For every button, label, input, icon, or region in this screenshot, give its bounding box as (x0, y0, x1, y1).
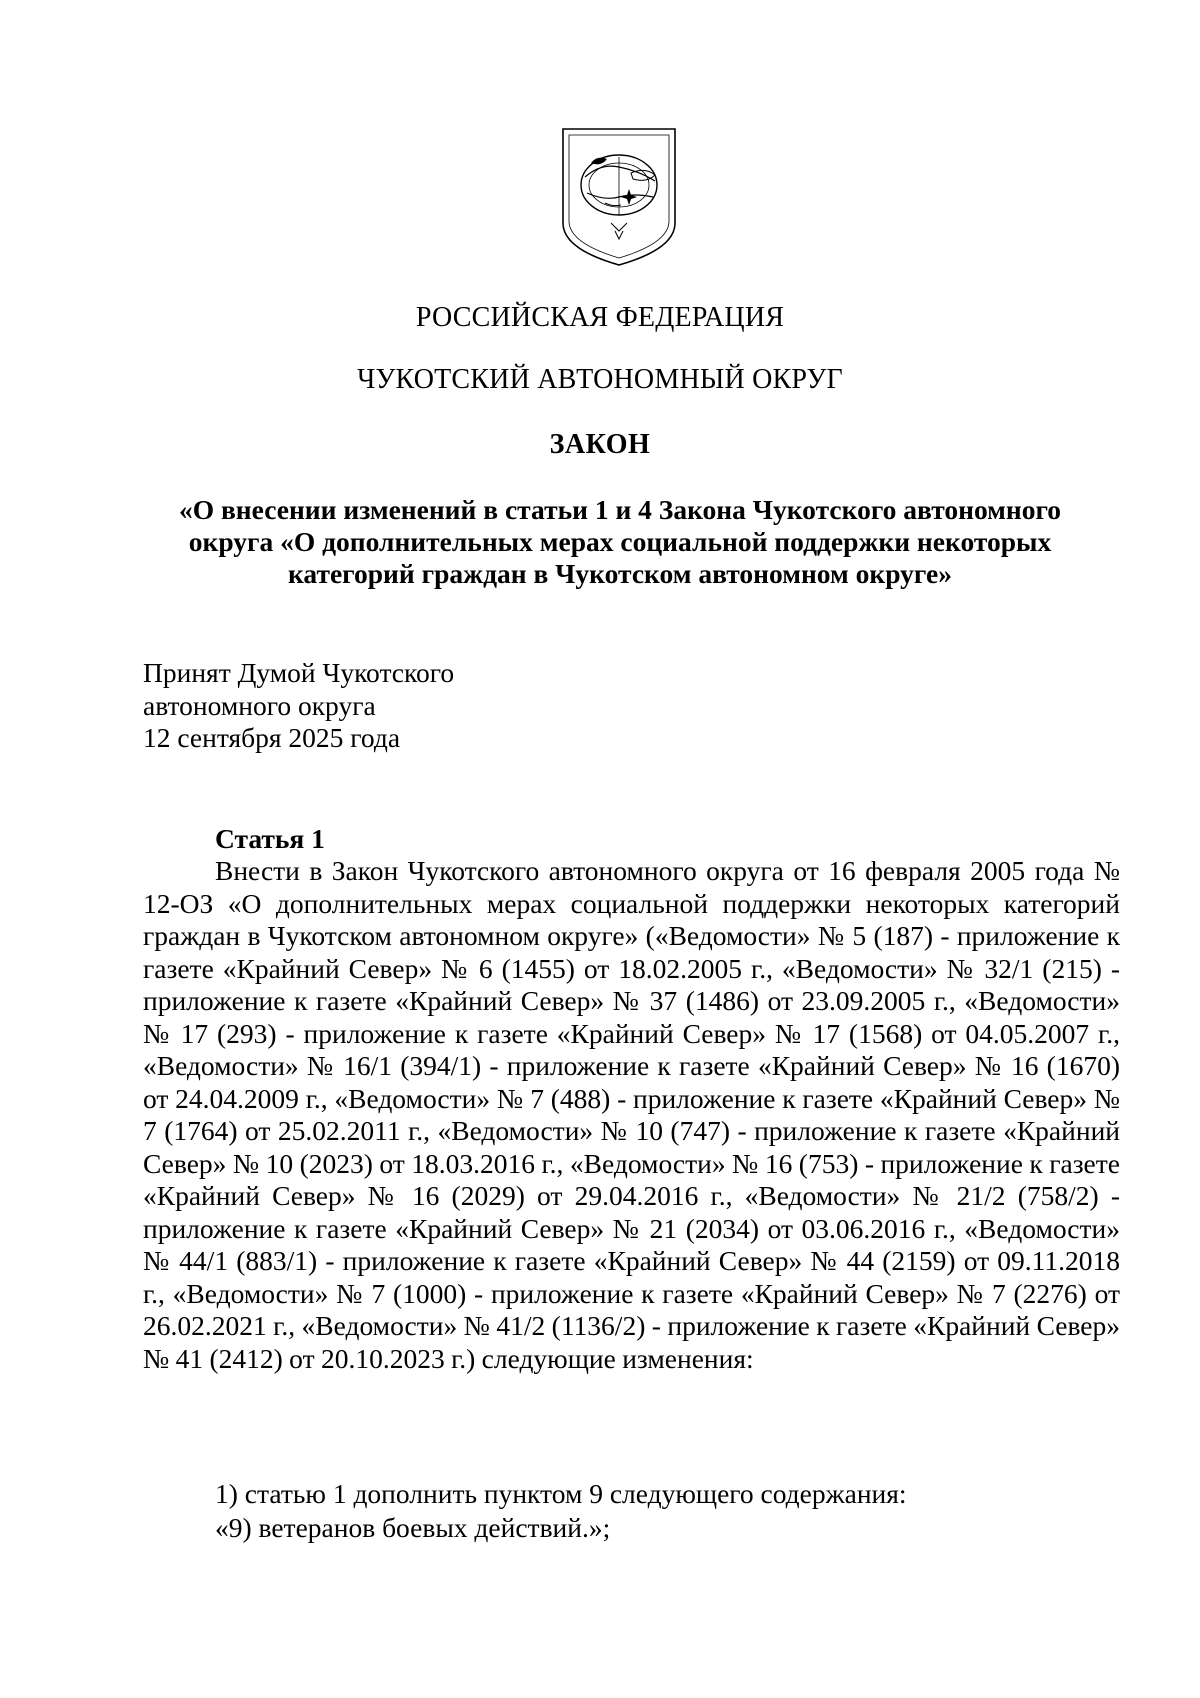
document-type: ЗАКОН (549, 429, 651, 460)
article-1-heading: Статья 1 (215, 823, 325, 854)
adoption-line-1: Принят Думой Чукотского (143, 657, 455, 688)
coat-of-arms-emblem (561, 127, 677, 267)
region-name: ЧУКОТСКИЙ АВТОНОМНЫЙ ОКРУГ (357, 364, 843, 395)
adoption-line-2: автономного округа (143, 689, 376, 721)
article-1-item-1-text: «9) ветеранов боевых действий.»; (215, 1512, 611, 1543)
law-title: «О внесении изменений в статьи 1 и 4 Закона Чукотского автономного округа «О дополнительных мерах социальной поддержки некоторых категорий граждан в Чукотском автономном округе» (178, 494, 1062, 589)
adoption-info (143, 657, 663, 755)
country-name: РОССИЙСКАЯ ФЕДЕРАЦИЯ (415, 302, 785, 333)
adoption-date: 12 сентября 2025 года (143, 722, 401, 753)
coat-of-arms-icon (561, 127, 677, 267)
article-1-item-1: 1) статью 1 дополнить пунктом 9 следующего содержания: (215, 1478, 907, 1509)
article-1-body: Внести в Закон Чукотского автономного округа от 16 февраля 2005 года № 12-ОЗ «О дополнительных мерах социальной поддержки некоторых категорий граждан в Чукотском автономном округе» («Ведомости» № 5 (187) - приложение к газете «Крайний Север» № 6 (1455) от 18.02.2005 г., «Ведомости» № 32/1 (215) - приложение к газете «Крайний Север» № 37 (1486) от 23.09.2005 г., «Ведомости» № 17 (293) - приложение к газете «Крайний Север» № 17 (1568) от 04.05.2007 г., «Ведомости» № 16/1 (394/1) - приложение к газете «Крайний Север» № 16 (1670) от 24.04.2009 г., «Ведомости» № 7 (488) - приложение к газете «Крайний Север» № 7 (1764) от 25.02.2011 г., «Ведомости» № 10 (747) - приложение к газете «Крайний Север» № 10 (2023) от 18.03.2016 г., «Ведомости» № 16 (753) - приложение к газете «Крайний Север» № 16 (2029) от 29.04.2016 г., «Ведомости» № 21/2 (758/2) - приложение к газете «Крайний Север» № 21 (2034) от 03.06.2016 г., «Ведомости» № 44/1 (883/1) - приложение к газете «Крайний Север» № 44 (2159) от 09.11.2018 г., «Ведомости» № 7 (1000) - приложение к газете «Крайний Север» № 7 (2276) от 26.02.2021 г., «Ведомости» № 41/2 (1136/2) - приложение к газете «Крайний Север» № 41 (2412) от 20.10.2023 г.) следующие изменения: (143, 855, 1120, 1374)
